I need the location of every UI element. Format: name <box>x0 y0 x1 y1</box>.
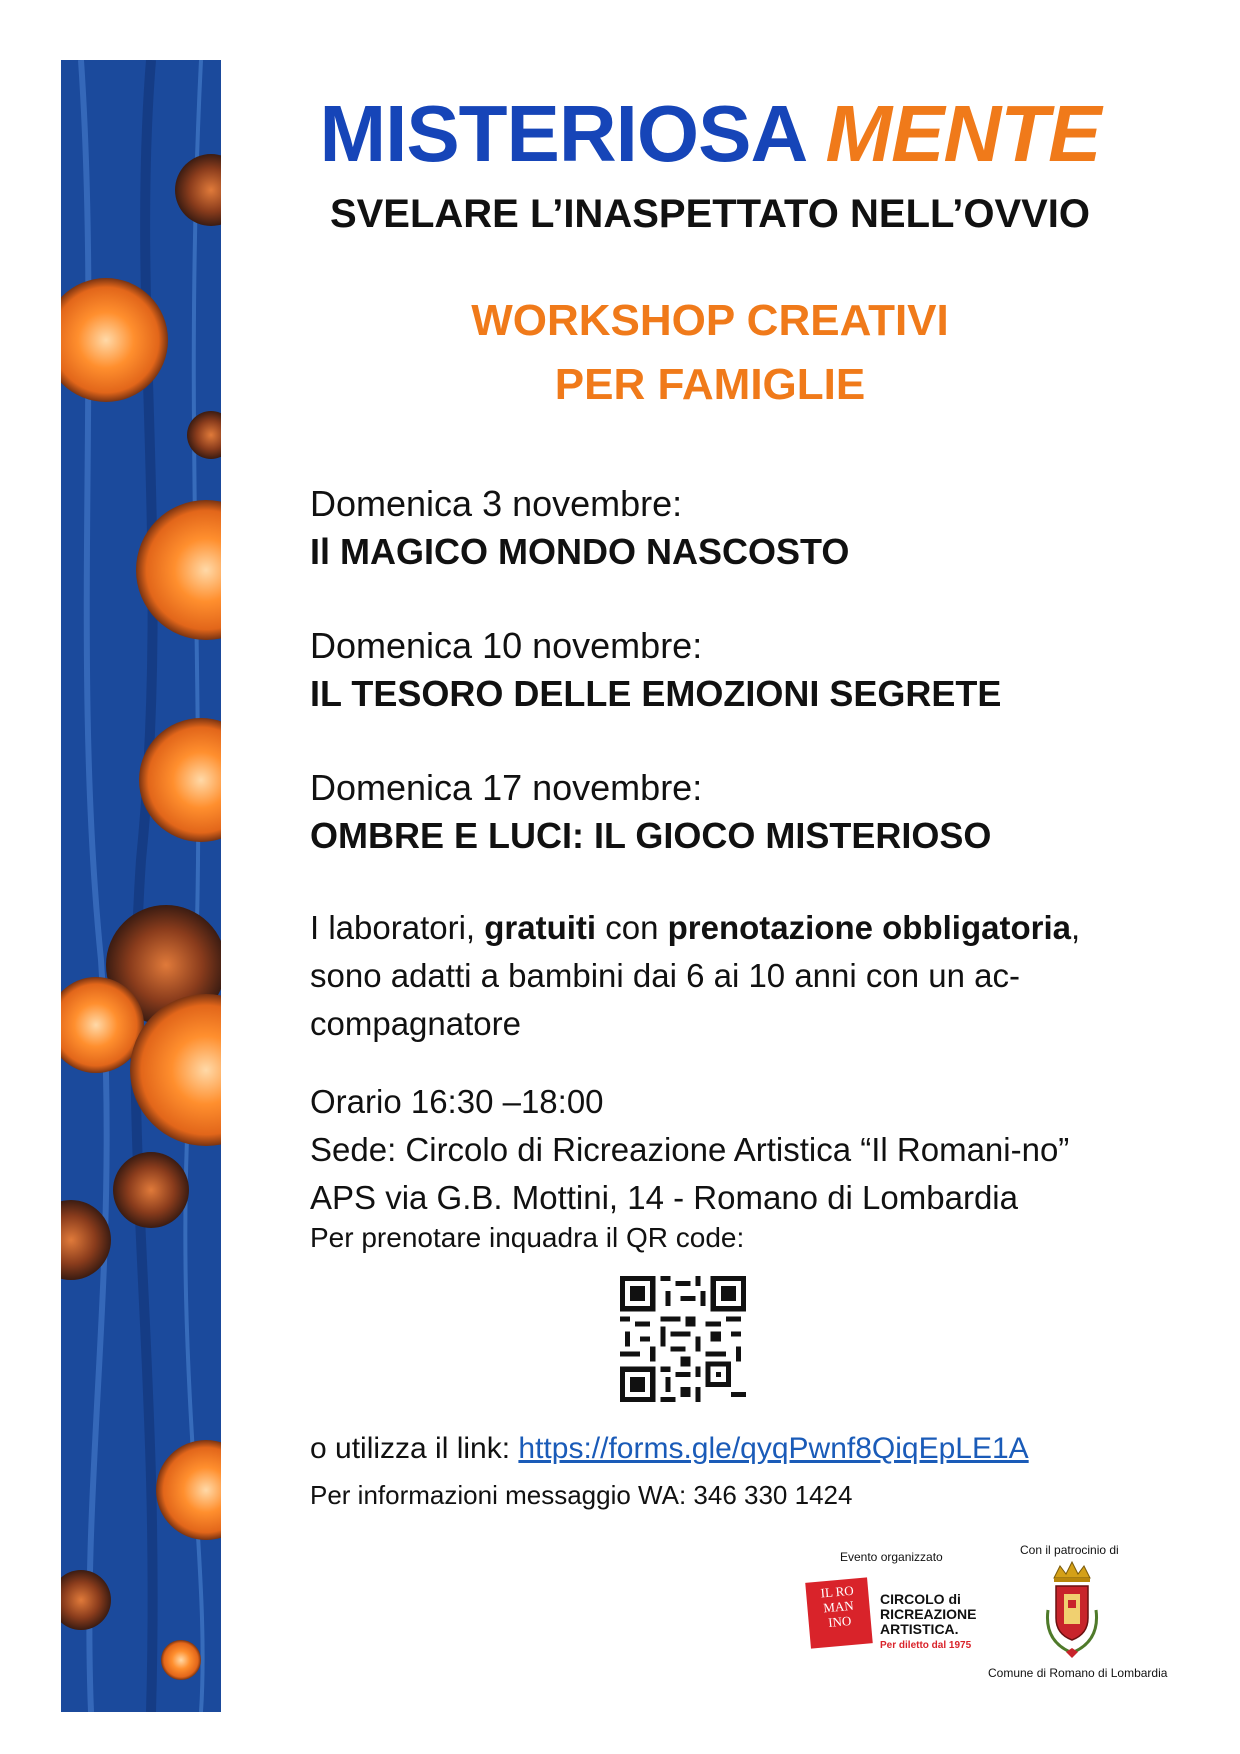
booking-instructions: Per prenotare inquadra il QR code: <box>310 1222 745 1253</box>
link-prefix: o utilizza il link: <box>310 1432 519 1465</box>
qr-code-image[interactable] <box>620 1276 746 1402</box>
workshop-heading-line-2: PER FAMIGLIE <box>554 360 866 409</box>
event-item <box>310 622 1130 718</box>
form-link-line <box>310 1432 1029 1466</box>
description-paragraph <box>310 904 1090 1048</box>
event-item <box>310 480 1130 576</box>
event-info <box>310 1078 1110 1222</box>
organizer-tagline: Per diletto dal 1975 <box>880 1640 972 1651</box>
description-text: con <box>596 909 668 946</box>
schedule-text: Orario 16:30 –18:00 <box>310 1083 604 1120</box>
poster-subtitle: SVELARE L’INASPETTATO NELL’OVVIO <box>329 192 1091 236</box>
organizer-logo: IL RO MAN INO <box>805 1577 873 1648</box>
event-name: OMBRE E LUCI: IL GIOCO MISTERIOSO <box>310 815 992 856</box>
event-date: Domenica 10 novembre: <box>310 625 703 666</box>
event-date: Domenica 3 novembre: <box>310 483 683 524</box>
description-bold-free: gratuiti <box>484 909 597 946</box>
decorative-painting-strip <box>61 60 221 1712</box>
patronage-name: Comune di Romano di Lombardia <box>988 1666 1168 1680</box>
title-part-1: MISTERIOSA <box>319 89 805 178</box>
venue-text: Sede: Circolo di Ricreazione Artistica “Il Romani-no” APS via G.B. Mottini, 14 - Romano di Lombardia <box>310 1131 1070 1216</box>
organizer-name: CIRCOLO di RICREAZIONE ARTISTICA. <box>880 1591 977 1637</box>
title-part-2: MENTE <box>825 89 1101 178</box>
poster-title <box>300 88 1120 180</box>
event-item <box>310 764 1130 860</box>
workshop-heading-line-1: WORKSHOP CREATIVI <box>471 296 949 345</box>
event-name: IL TESORO DELLE EMOZIONI SEGRETE <box>310 673 1002 714</box>
event-name: Il MAGICO MONDO NASCOSTO <box>310 531 850 572</box>
event-date: Domenica 17 novembre: <box>310 767 703 808</box>
description-text: , sono adatti a bambini dai 6 ai 10 anni con un ac-compagnatore <box>310 909 1081 1042</box>
painting-art <box>61 60 221 1712</box>
description-bold-booking: prenotazione obbligatoria <box>667 909 1071 946</box>
municipality-crest-icon <box>1040 1560 1104 1660</box>
contact-info: Per informazioni messaggio WA: 346 330 1424 <box>310 1480 853 1510</box>
organizer-label: Evento organizzato <box>840 1550 943 1564</box>
booking-form-link[interactable]: https://forms.gle/qyqPwnf8QiqEpLE1A <box>518 1432 1029 1465</box>
patronage-label: Con il patrocinio di <box>1020 1543 1119 1557</box>
description-text: I laboratori, <box>310 909 485 946</box>
